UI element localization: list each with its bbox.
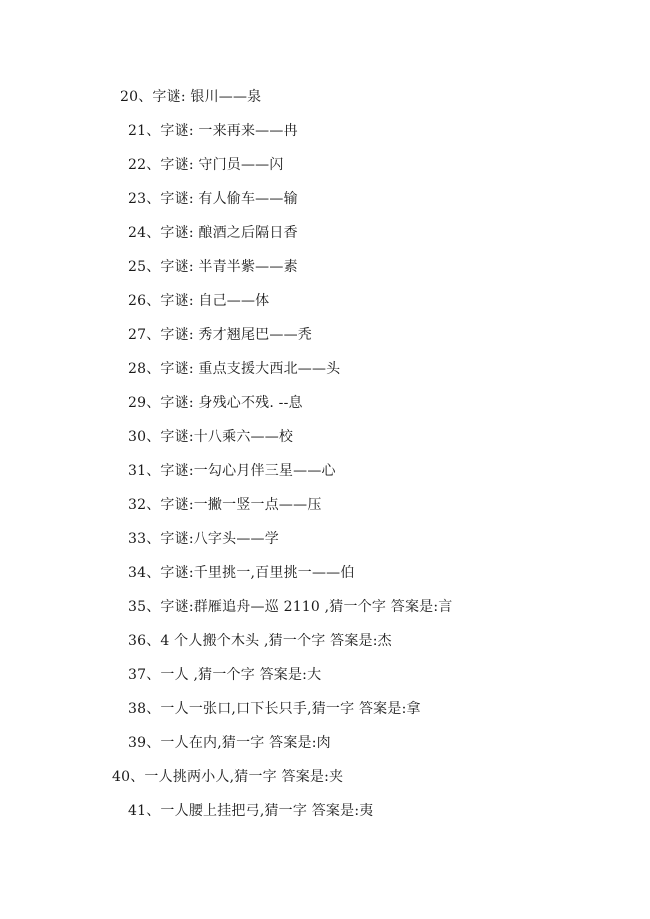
riddle-line-31: 31、字谜:一勾心月伴三星——心 (128, 463, 336, 479)
riddle-line-26: 26、字谜: 自己——体 (128, 293, 270, 309)
riddle-line-30: 30、字谜:十八乘六——校 (128, 429, 294, 445)
riddle-line-40: 40、一人挑两小人,猜一字 答案是:夹 (112, 769, 344, 785)
riddle-list (0, 84, 650, 832)
riddle-line-38: 38、一人一张口,口下长只手,猜一字 答案是:拿 (128, 701, 421, 717)
riddle-line-25: 25、字谜: 半青半紫——素 (128, 259, 298, 275)
riddle-line-21: 21、字谜: 一来再来——冉 (128, 123, 298, 139)
riddle-line-41: 41、一人腰上挂把弓,猜一字 答案是:夷 (128, 803, 374, 819)
riddle-line-29: 29、字谜: 身残心不残. --息 (128, 395, 303, 411)
riddle-line-27: 27、字谜: 秀才翘尾巴——秃 (128, 327, 312, 343)
riddle-line-39: 39、一人在内,猜一字 答案是:肉 (128, 735, 331, 751)
riddle-line-37: 37、一人 ,猜一个字 答案是:大 (128, 667, 322, 683)
riddle-line-23: 23、字谜: 有人偷车——输 (128, 191, 298, 207)
riddle-line-32: 32、字谜:一撇一竖一点——压 (128, 497, 322, 513)
riddle-line-35: 35、字谜:群雁追舟—巡 2110 ,猜一个字 答案是:言 (128, 599, 453, 615)
riddle-line-24: 24、字谜: 酿酒之后隔日香 (128, 225, 298, 241)
riddle-line-20: 20、字谜: 银川——泉 (120, 89, 262, 105)
riddle-line-33: 33、字谜:八字头——学 (128, 531, 279, 547)
riddle-line-28: 28、字谜: 重点支援大西北——头 (128, 361, 341, 377)
riddle-line-36: 36、4 个人搬个木头 ,猜一个字 答案是:杰 (128, 633, 392, 649)
riddle-line-34: 34、字谜:千里挑一,百里挑一——伯 (128, 565, 355, 581)
riddle-line-22: 22、字谜: 守门员——闪 (128, 157, 284, 173)
